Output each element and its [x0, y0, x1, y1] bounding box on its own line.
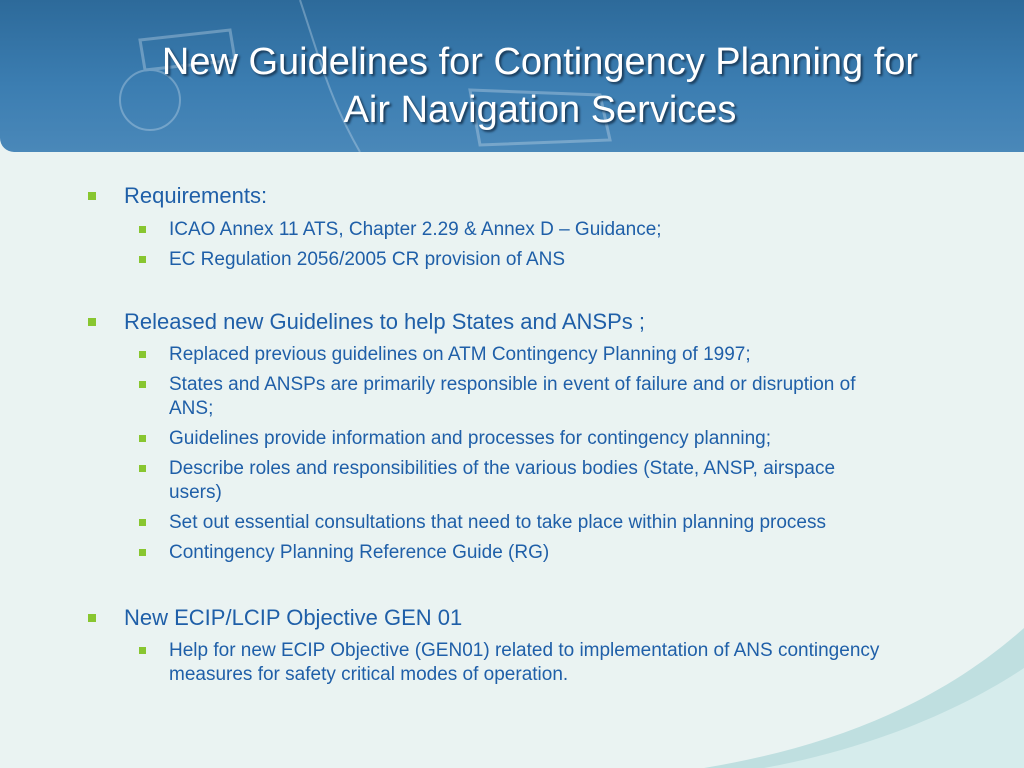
list-item-text: Help for new ECIP Objective (GEN01) related to implementation of ANS contingency measures for safety critical modes of operation.	[169, 640, 880, 685]
list-item	[169, 343, 969, 367]
section-heading-ecip	[124, 604, 462, 632]
bullet-square-icon	[139, 549, 146, 556]
list-item	[169, 541, 969, 565]
bullet-square-icon	[139, 256, 146, 263]
bullet-square-icon	[88, 614, 96, 622]
list-item	[169, 511, 969, 535]
bullet-square-icon	[139, 465, 146, 472]
title-banner	[0, 0, 1024, 152]
bullet-square-icon	[139, 381, 146, 388]
bullet-square-icon	[139, 647, 146, 654]
bullet-square-icon	[88, 192, 96, 200]
list-item	[169, 218, 969, 242]
bullet-square-icon	[139, 519, 146, 526]
list-item-text: EC Regulation 2056/2005 CR provision of ANS	[169, 249, 566, 270]
list-item-text: Guidelines provide information and processes for contingency planning;	[169, 428, 772, 449]
list-item-text: Contingency Planning Reference Guide (RG)	[169, 542, 550, 563]
list-item-text: States and ANSPs are primarily responsible in event of failure and or disruption of ANS;	[169, 374, 856, 419]
bullet-square-icon	[139, 351, 146, 358]
bullet-square-icon	[139, 435, 146, 442]
list-item	[169, 427, 969, 451]
list-item	[169, 457, 889, 505]
section-heading-released	[124, 308, 645, 336]
section-heading-text: Released new Guidelines to help States and ANSPs ;	[124, 309, 645, 334]
title-line-1: New Guidelines for Contingency Planning for	[161, 41, 919, 83]
list-item	[169, 639, 909, 687]
bullet-square-icon	[88, 318, 96, 326]
page-title	[40, 38, 1024, 134]
list-item	[169, 373, 869, 421]
section-heading-requirements	[124, 182, 267, 210]
section-heading-text: New ECIP/LCIP Objective GEN 01	[124, 605, 463, 630]
list-item-text: ICAO Annex 11 ATS, Chapter 2.29 & Annex D – Guidance;	[169, 219, 662, 240]
bullet-square-icon	[139, 226, 146, 233]
title-line-2: Air Navigation Services	[343, 89, 737, 131]
list-item-text: Replaced previous guidelines on ATM Contingency Planning of 1997;	[169, 344, 751, 365]
list-item	[169, 248, 969, 272]
list-item-text: Describe roles and responsibilities of the various bodies (State, ANSP, airspace users)	[169, 458, 836, 503]
section-heading-text: Requirements:	[124, 183, 268, 208]
list-item-text: Set out essential consultations that need to take place within planning process	[169, 512, 826, 533]
